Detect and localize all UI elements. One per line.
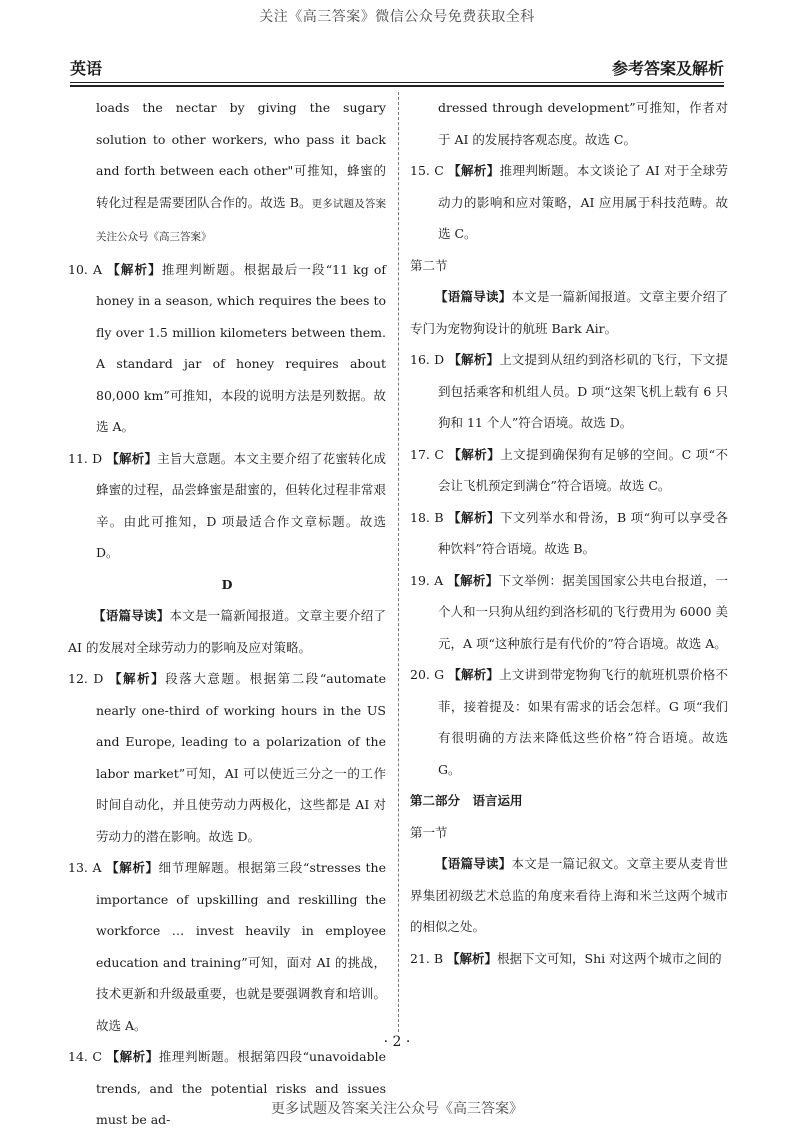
answer-text: 推理判断题。根据第四段“unavoidable trends, and the potential risks and issues must be ad- xyxy=(96,1049,386,1127)
answer-text: loads the nectar by giving the sugary solution to other workers, who pass it back and forth between each other"可推知，蜂蜜的转化过程是需要团队合作的。故选 B。 xyxy=(96,100,386,210)
answer-text: 上文提到从纽约到洛杉矶的飞行，下文提到包括乘客和机组人员。D 项“这架飞机上载有 6 只狗和 11 个人”符合语境。故选 D。 xyxy=(438,352,728,430)
header-rule-thin xyxy=(70,82,724,83)
answer-text: 推理判断题。本文谈论了 AI 对于全球劳动力的影响和应对策略，AI 应用属于科技范畴。故选 C。 xyxy=(438,163,728,241)
answer-item-17 xyxy=(410,439,728,502)
answer-continuation: dressed through development”可推知，作者对于 AI 的发展持客观态度。故选 C。 xyxy=(438,100,728,147)
answer-number: 19. A xyxy=(410,572,444,588)
answer-item-19 xyxy=(410,565,728,660)
answer-item-12 xyxy=(68,663,386,852)
answer-continuation xyxy=(68,92,386,254)
column-divider xyxy=(398,92,399,1032)
answer-item-14 xyxy=(68,1041,386,1136)
guide-text: 本文是一篇新闻报道。文章主要介绍了专门为宠物狗设计的航班 Bark Air。 xyxy=(410,289,728,336)
answer-text: 细节理解题。根据第三段“stresses the importance of upskilling and reskilling the workforce … invest heavily in employee education and training”可知，面对 AI 的挑战，技术更新和升级最重要，也就是要强调教育和培训。故选 A。 xyxy=(96,860,386,1033)
answer-text: 推理判断题。根据最后一段“11 kg of honey in a season, which requires the bees to fly over 1.5 million kilometers between them. A standard jar of honey requires about 80,000 km”可推知，本段的说明方法是列数据。故选 A。 xyxy=(96,261,386,434)
passage-guide-d xyxy=(68,600,386,663)
guide-tag: 【语篇导读】 xyxy=(93,608,170,623)
part-heading: 第二部分 语言运用 xyxy=(410,793,523,808)
answer-number: 13. A xyxy=(68,860,102,875)
answer-number: 20. G xyxy=(410,667,445,682)
answer-text: 上文提到确保狗有足够的空间。C 项“不会让飞机预定到满仓”符合语境。故选 C。 xyxy=(438,446,728,493)
analysis-tag: 【解析】 xyxy=(448,163,500,178)
answer-item-15 xyxy=(410,155,728,250)
guide-tag: 【语篇导读】 xyxy=(435,289,512,304)
answer-text: 段落大意题。根据第二段“automate nearly one-third of working hours in the US and Europe, leading to a polarization of the labor market”可知，AI 可以使近三分之一的工作时间自动化，并且使劳动力两极化，这些都是 AI 对劳动力的潜在影响。故选 D。 xyxy=(96,671,386,844)
answer-number: 10. A xyxy=(68,261,103,277)
answer-number: 11. D xyxy=(68,450,103,466)
answer-text: 主旨大意题。本文主要介绍了花蜜转化成蜂蜜的过程，品尝蜂蜜是甜蜜的，但转化过程非常艰辛。由此可推知，D 项最适合作文章标题。故选 D。 xyxy=(96,450,386,560)
analysis-tag: 【解析】 xyxy=(448,352,500,367)
guide-tag: 【语篇导读】 xyxy=(435,856,512,871)
answer-text: 根据下文可知，Shi 对这两个城市之间的 xyxy=(497,950,722,966)
answer-number: 21. B xyxy=(410,950,444,966)
answer-item-16 xyxy=(410,344,728,439)
answer-text: 上文讲到带宠物狗飞行的航班机票价格不菲，接着提及：如果有需求的话会怎样。G 项“我们有很明确的方法来降低这些价格”符合语境。故选 G。 xyxy=(438,667,728,777)
right-column xyxy=(410,92,728,974)
guide-text: 本文是一篇记叙文。文章主要从麦肯世界集团初级艺术总监的角度来看待上海和米兰这两个城市的相似之处。 xyxy=(410,856,728,934)
bottom-footer: 更多试题及答案关注公众号《高三答案》 xyxy=(271,1101,523,1117)
answer-number: 12. D xyxy=(68,671,104,686)
page-header xyxy=(70,56,724,78)
answer-number: 15. C xyxy=(410,163,444,178)
passage-guide xyxy=(410,281,728,344)
answer-item-10 xyxy=(68,254,386,443)
analysis-tag: 【解析】 xyxy=(448,446,501,462)
analysis-tag: 【解析】 xyxy=(448,509,500,525)
answer-number: 18. B xyxy=(410,509,444,525)
header-rule-thick xyxy=(70,85,724,87)
promo-note: 更多试题及答案关注公众号《高三答案》 xyxy=(96,197,386,243)
top-banner: 关注《高三答案》微信公众号免费获取全科 xyxy=(259,9,535,25)
section-heading: 第二节 xyxy=(410,257,448,273)
answer-number: 17. C xyxy=(410,446,444,462)
analysis-tag: 【解析】 xyxy=(447,572,499,588)
passage-guide xyxy=(410,848,728,943)
analysis-tag: 【解析】 xyxy=(447,950,498,966)
analysis-tag: 【解析】 xyxy=(108,671,166,686)
guide-text: 本文是一篇新闻报道。文章主要介绍了 AI 的发展对全球劳动力的影响及应对策略。 xyxy=(68,608,386,655)
answer-item-18 xyxy=(410,502,728,565)
analysis-tag: 【解析】 xyxy=(107,261,162,277)
page-number: · 2 · xyxy=(383,1034,411,1050)
answer-item-13 xyxy=(68,852,386,1041)
answer-text: 下文列举水和骨汤，B 项“狗可以享受各种饮料”符合语境。故选 B。 xyxy=(438,509,728,556)
section-d-heading: D xyxy=(221,576,233,592)
answer-number: 14. C xyxy=(68,1049,102,1064)
answer-text: 下文举例：据美国国家公共电台报道，一个人和一只狗从纽约到洛杉矶的飞行费用为 6000 美元，A 项“这种旅行是有代价的”符合语境。故选 A。 xyxy=(438,572,728,651)
answer-item-20 xyxy=(410,659,728,785)
analysis-tag: 【解析】 xyxy=(106,860,159,875)
analysis-tag: 【解析】 xyxy=(106,450,158,466)
answer-item-21 xyxy=(410,943,728,975)
analysis-tag: 【解析】 xyxy=(106,1049,159,1064)
left-column xyxy=(68,92,386,1136)
section-heading: 第一节 xyxy=(410,824,448,840)
section-title: 参考答案及解析 xyxy=(611,59,724,78)
answer-number: 16. D xyxy=(410,352,445,367)
analysis-tag: 【解析】 xyxy=(448,667,500,682)
subject-title: 英语 xyxy=(70,59,103,78)
answer-item-11 xyxy=(68,443,386,569)
